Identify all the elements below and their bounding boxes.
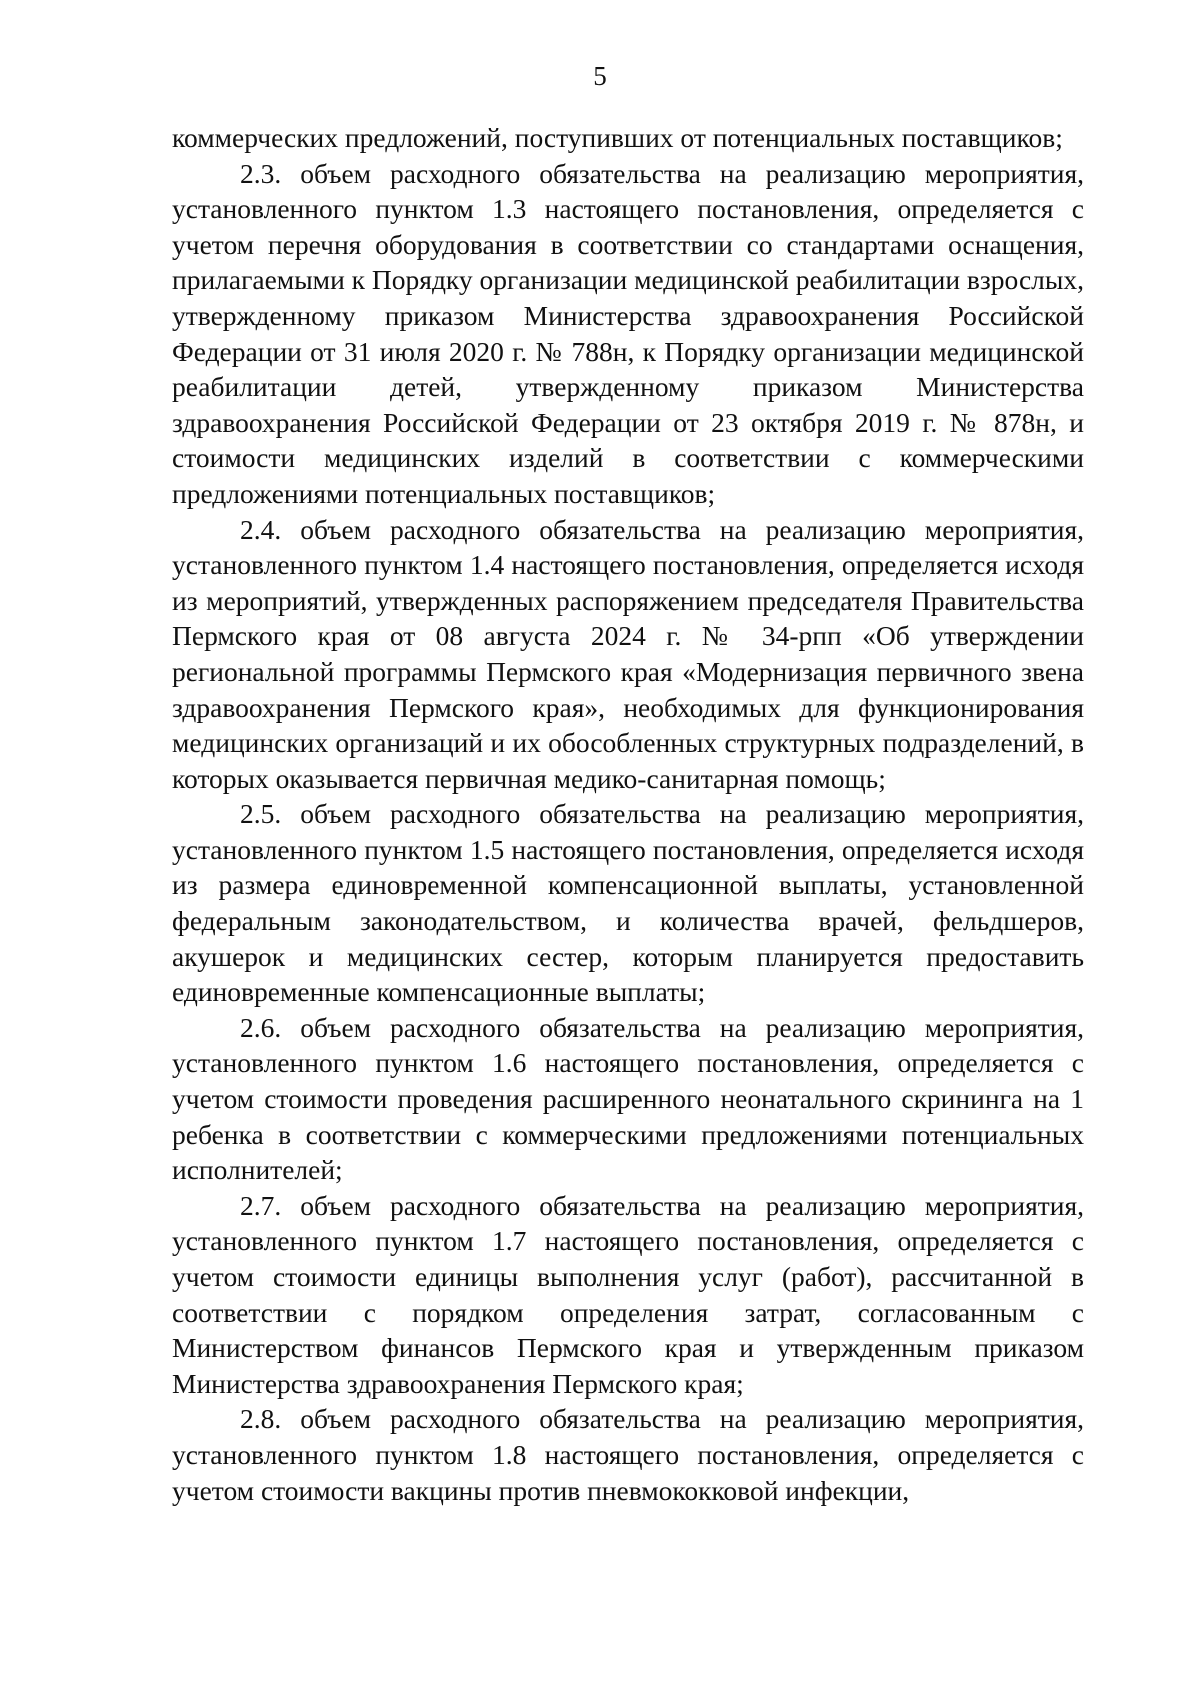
paragraph-2-8: 2.8. объем расходного обязательства на реализацию мероприятия, установленного пунктом 1.8 настоящего постановления, определяется с учетом стоимости вакцины против пневмококковой инфекции, bbox=[172, 1403, 1084, 1506]
paragraph-2-6: 2.6. объем расходного обязательства на реализацию мероприятия, установленного пунктом 1.6 настоящего постановления, определяется с учетом стоимости проведения расширенного неонатального скрининга на 1 ребенка в соответствии с коммерческими предложениями потенциальных исполнителей; bbox=[172, 1011, 1084, 1186]
page-number: 5 bbox=[593, 61, 607, 91]
document-body bbox=[172, 120, 1084, 1508]
paragraph-2-7: 2.7. объем расходного обязательства на реализацию мероприятия, установленного пунктом 1.7 настоящего постановления, определяется с учетом стоимости единицы выполнения услуг (работ), рассчитанной в соответствии с порядком определения затрат, согласованным с Министерством финансов Пермского края и утвержденным приказом Министерства здравоохранения Пермского края; bbox=[172, 1189, 1084, 1399]
paragraph-2-4: 2.4. объем расходного обязательства на реализацию мероприятия, установленного пунктом 1.4 настоящего постановления, определяется исходя из мероприятий, утвержденных распоряжением председателя Правительства Пермского края от 08 августа 2024 г. № 34-рпп «Об утверждении региональной программы Пермского края «Модернизация первичного звена здравоохранения Пермского края», необходимых для функционирования медицинских организаций и их обособленных структурных подразделений, в которых оказывается первичная медико-санитарная помощь; bbox=[172, 513, 1084, 794]
paragraph-continuation: коммерческих предложений, поступивших от потенциальных поставщиков; bbox=[172, 122, 1063, 153]
paragraph-2-3: 2.3. объем расходного обязательства на реализацию мероприятия, установленного пунктом 1.3 настоящего постановления, определяется с учетом перечня оборудования в соответствии со стандартами оснащения, прилагаемыми к Порядку организации медицинской реабилитации взрослых, утвержденному приказом Министерства здравоохранения Российской Федерации от 31 июля 2020 г. № 788н, к Порядку организации медицинской реабилитации детей, утвержденному приказом Министерства здравоохранения Российской Федерации от 23 октября 2019 г. № 878н, и стоимости медицинских изделий в соответствии с коммерческими предложениями потенциальных поставщиков; bbox=[172, 157, 1084, 509]
paragraph-2-5: 2.5. объем расходного обязательства на реализацию мероприятия, установленного пунктом 1.5 настоящего постановления, определяется исходя из размера единовременной компенсационной выплаты, установленной федеральным законодательством, и количества врачей, фельдшеров, акушерок и медицинских сестер, которым планируется предоставить единовременные компенсационные выплаты; bbox=[172, 798, 1084, 1008]
